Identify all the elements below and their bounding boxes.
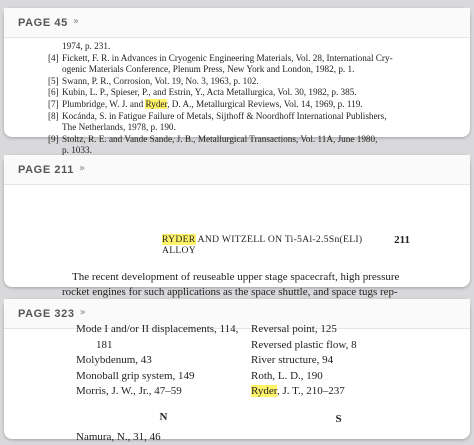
- page-snippet: [4, 38, 470, 157]
- reference-line: [9] Stoltz, R. E. and Vande Sande, J. B., Metallurgical Transactions, Vol. 11A, June 1980,: [48, 133, 378, 144]
- running-head: RYDER AND WITZELL ON Ti-5Al-2.5Sn(ELI) ALLOY 211: [162, 234, 410, 256]
- index-entry: Mode I and/or II displacements, 114,: [76, 323, 239, 335]
- page-label[interactable]: PAGE 45: [18, 16, 68, 29]
- index-entry: Ryder, J. T., 210–237: [251, 385, 345, 398]
- reference-line: [4] Fickett, F. R. in Advances in Cryogenic Engineering Materials, Vol. 28, International Cry-: [48, 52, 393, 63]
- page-number: 211: [394, 234, 410, 246]
- index-column-right: [251, 322, 426, 445]
- page-label[interactable]: PAGE 323: [18, 307, 75, 320]
- index-letter: S: [335, 412, 342, 425]
- result-card-page-211[interactable]: [4, 155, 470, 298]
- index-entry: Monoball grip system, 149: [76, 369, 195, 382]
- index-entry: Namura, N., 31, 46: [76, 430, 161, 443]
- body-text: The recent development of reuseable upper stage spacecraft, high pressure rocket engines for such applications as the space shuttle, and space tugs rep-: [62, 271, 400, 298]
- reference-line: The Netherlands, 1978, p. 190.: [62, 122, 176, 133]
- result-card-page-323[interactable]: [4, 299, 470, 443]
- index-entry: 181: [96, 338, 113, 351]
- index-entry: River structure, 94: [251, 354, 334, 367]
- reference-line: 1974, p. 231.: [62, 41, 111, 51]
- search-highlight: Ryder: [145, 98, 168, 109]
- reference-line: [7] Plumbridge, W. J. and Ryder, D. A., Metallurgical Reviews, Vol. 14, 1969, p. 119.: [48, 98, 363, 109]
- chevron-right-icon: »: [78, 163, 86, 174]
- page-snippet: [4, 322, 470, 445]
- reference-line: ogenic Materials Conference, Plenum Press, New York and London, 1982, p. 1.: [62, 64, 355, 75]
- index-letter: N: [159, 410, 168, 423]
- result-header[interactable]: [4, 155, 470, 185]
- result-card-page-45[interactable]: [4, 8, 470, 156]
- index-entry: Morris, J. W., Jr., 47–59: [76, 385, 182, 398]
- search-highlight: RYDER: [162, 234, 196, 245]
- index-entry: Reversal point, 125: [251, 323, 337, 335]
- chevron-right-icon: »: [79, 307, 86, 318]
- index-entry: Reversed plastic flow, 8: [251, 338, 357, 351]
- search-highlight: Ryder: [251, 385, 278, 398]
- reference-line: p. 1033.: [62, 145, 92, 156]
- index-entry: Molybdenum, 43: [76, 354, 152, 367]
- reference-line: [5] Swann, P. R., Corrosion, Vol. 19, No. 3, 1963, p. 102.: [48, 75, 259, 86]
- reference-line: [8] Kocánda, S. in Fatigue Failure of Metals, Sijthoff & Noordhoff International Publishers,: [48, 110, 387, 121]
- index-column-left: [76, 322, 251, 445]
- index-entry: Roth, L. D., 190: [251, 369, 323, 382]
- chevron-right-icon: »: [72, 16, 79, 27]
- page-label[interactable]: PAGE 211: [18, 163, 74, 176]
- reference-line: [6] Kubin, L. P., Spieser, P., and Estrin, Y., Acta Metallurgica, Vol. 30, 1982, p. 385.: [48, 87, 357, 98]
- page-snippet: [4, 185, 470, 300]
- result-header[interactable]: [4, 8, 470, 38]
